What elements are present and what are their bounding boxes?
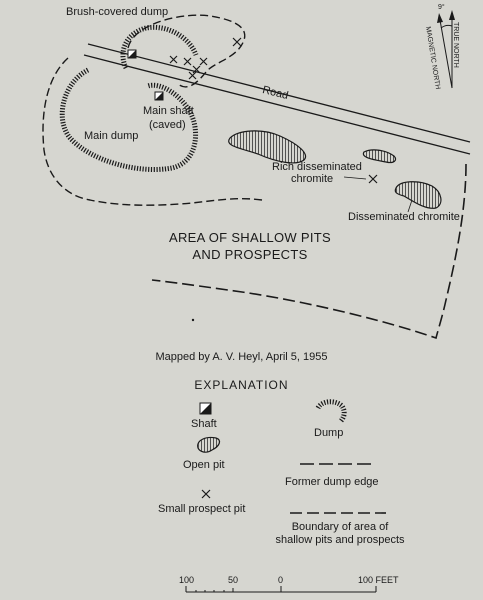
- scale-tick-100-feet: 100 FEET: [358, 575, 399, 585]
- label-rich-chromite: chromite: [291, 173, 334, 185]
- legend-boundary-label-line-2: shallow pits and prospects: [275, 534, 405, 546]
- scale-tick-100: 100: [179, 575, 195, 585]
- explanation-heading: EXPLANATION: [194, 378, 289, 392]
- legend-former-dump-edge-label: Former dump edge: [285, 476, 379, 488]
- label-brush-covered-dump: Brush-covered dump: [66, 6, 169, 18]
- label-main-dump: Main dump: [84, 130, 139, 142]
- rich-chromite-prospect-pit: [344, 175, 377, 183]
- legend-dump-label: Dump: [314, 427, 344, 439]
- area-title-line-2: AND PROSPECTS: [192, 247, 308, 262]
- legend-open-pit-label: Open pit: [183, 459, 225, 471]
- label-road: Road: [261, 84, 290, 103]
- legend-boundary-label: [260, 521, 420, 547]
- area-title-line-1: AREA OF SHALLOW PITS: [168, 230, 332, 245]
- north-true-label: TRUE NORTH: [452, 22, 459, 68]
- legend-open-pit-symbol: [198, 437, 220, 452]
- legend-boundary-label-line-1: Boundary of area of: [291, 521, 389, 533]
- legend-shaft-symbol: [200, 403, 211, 414]
- open-pit-middle: [363, 150, 395, 163]
- scale-tick-50: 50: [228, 575, 239, 585]
- area-title: [150, 229, 350, 263]
- map-credit: Mapped by A. V. Heyl, April 5, 1955: [155, 351, 328, 363]
- map-dot: [192, 319, 194, 321]
- legend-prospect-pit-label: Small prospect pit: [158, 503, 246, 515]
- scale-bar: [186, 586, 376, 592]
- label-main-shaft-caved: (caved): [149, 119, 186, 131]
- label-disseminated-chromite: Disseminated chromite: [348, 211, 460, 223]
- label-rich-disseminated: Rich disseminated: [272, 161, 362, 173]
- legend-dump-symbol: [318, 402, 344, 422]
- legend-prospect-pit-symbol: [202, 490, 210, 498]
- scale-tick-0: 0: [278, 575, 284, 585]
- open-pit-east: [395, 182, 441, 209]
- north-declination: 9°: [438, 4, 445, 11]
- main-shaft-symbol: [155, 92, 163, 100]
- legend-shaft-label: Shaft: [191, 418, 217, 430]
- label-main-shaft: Main shaft: [143, 105, 194, 117]
- brush-dump-shaft-symbol: [128, 50, 136, 58]
- north-magnetic-label: MAGNETIC NORTH: [424, 26, 441, 90]
- open-pit-west: [229, 131, 306, 163]
- former-dump-edge-north: [128, 15, 245, 87]
